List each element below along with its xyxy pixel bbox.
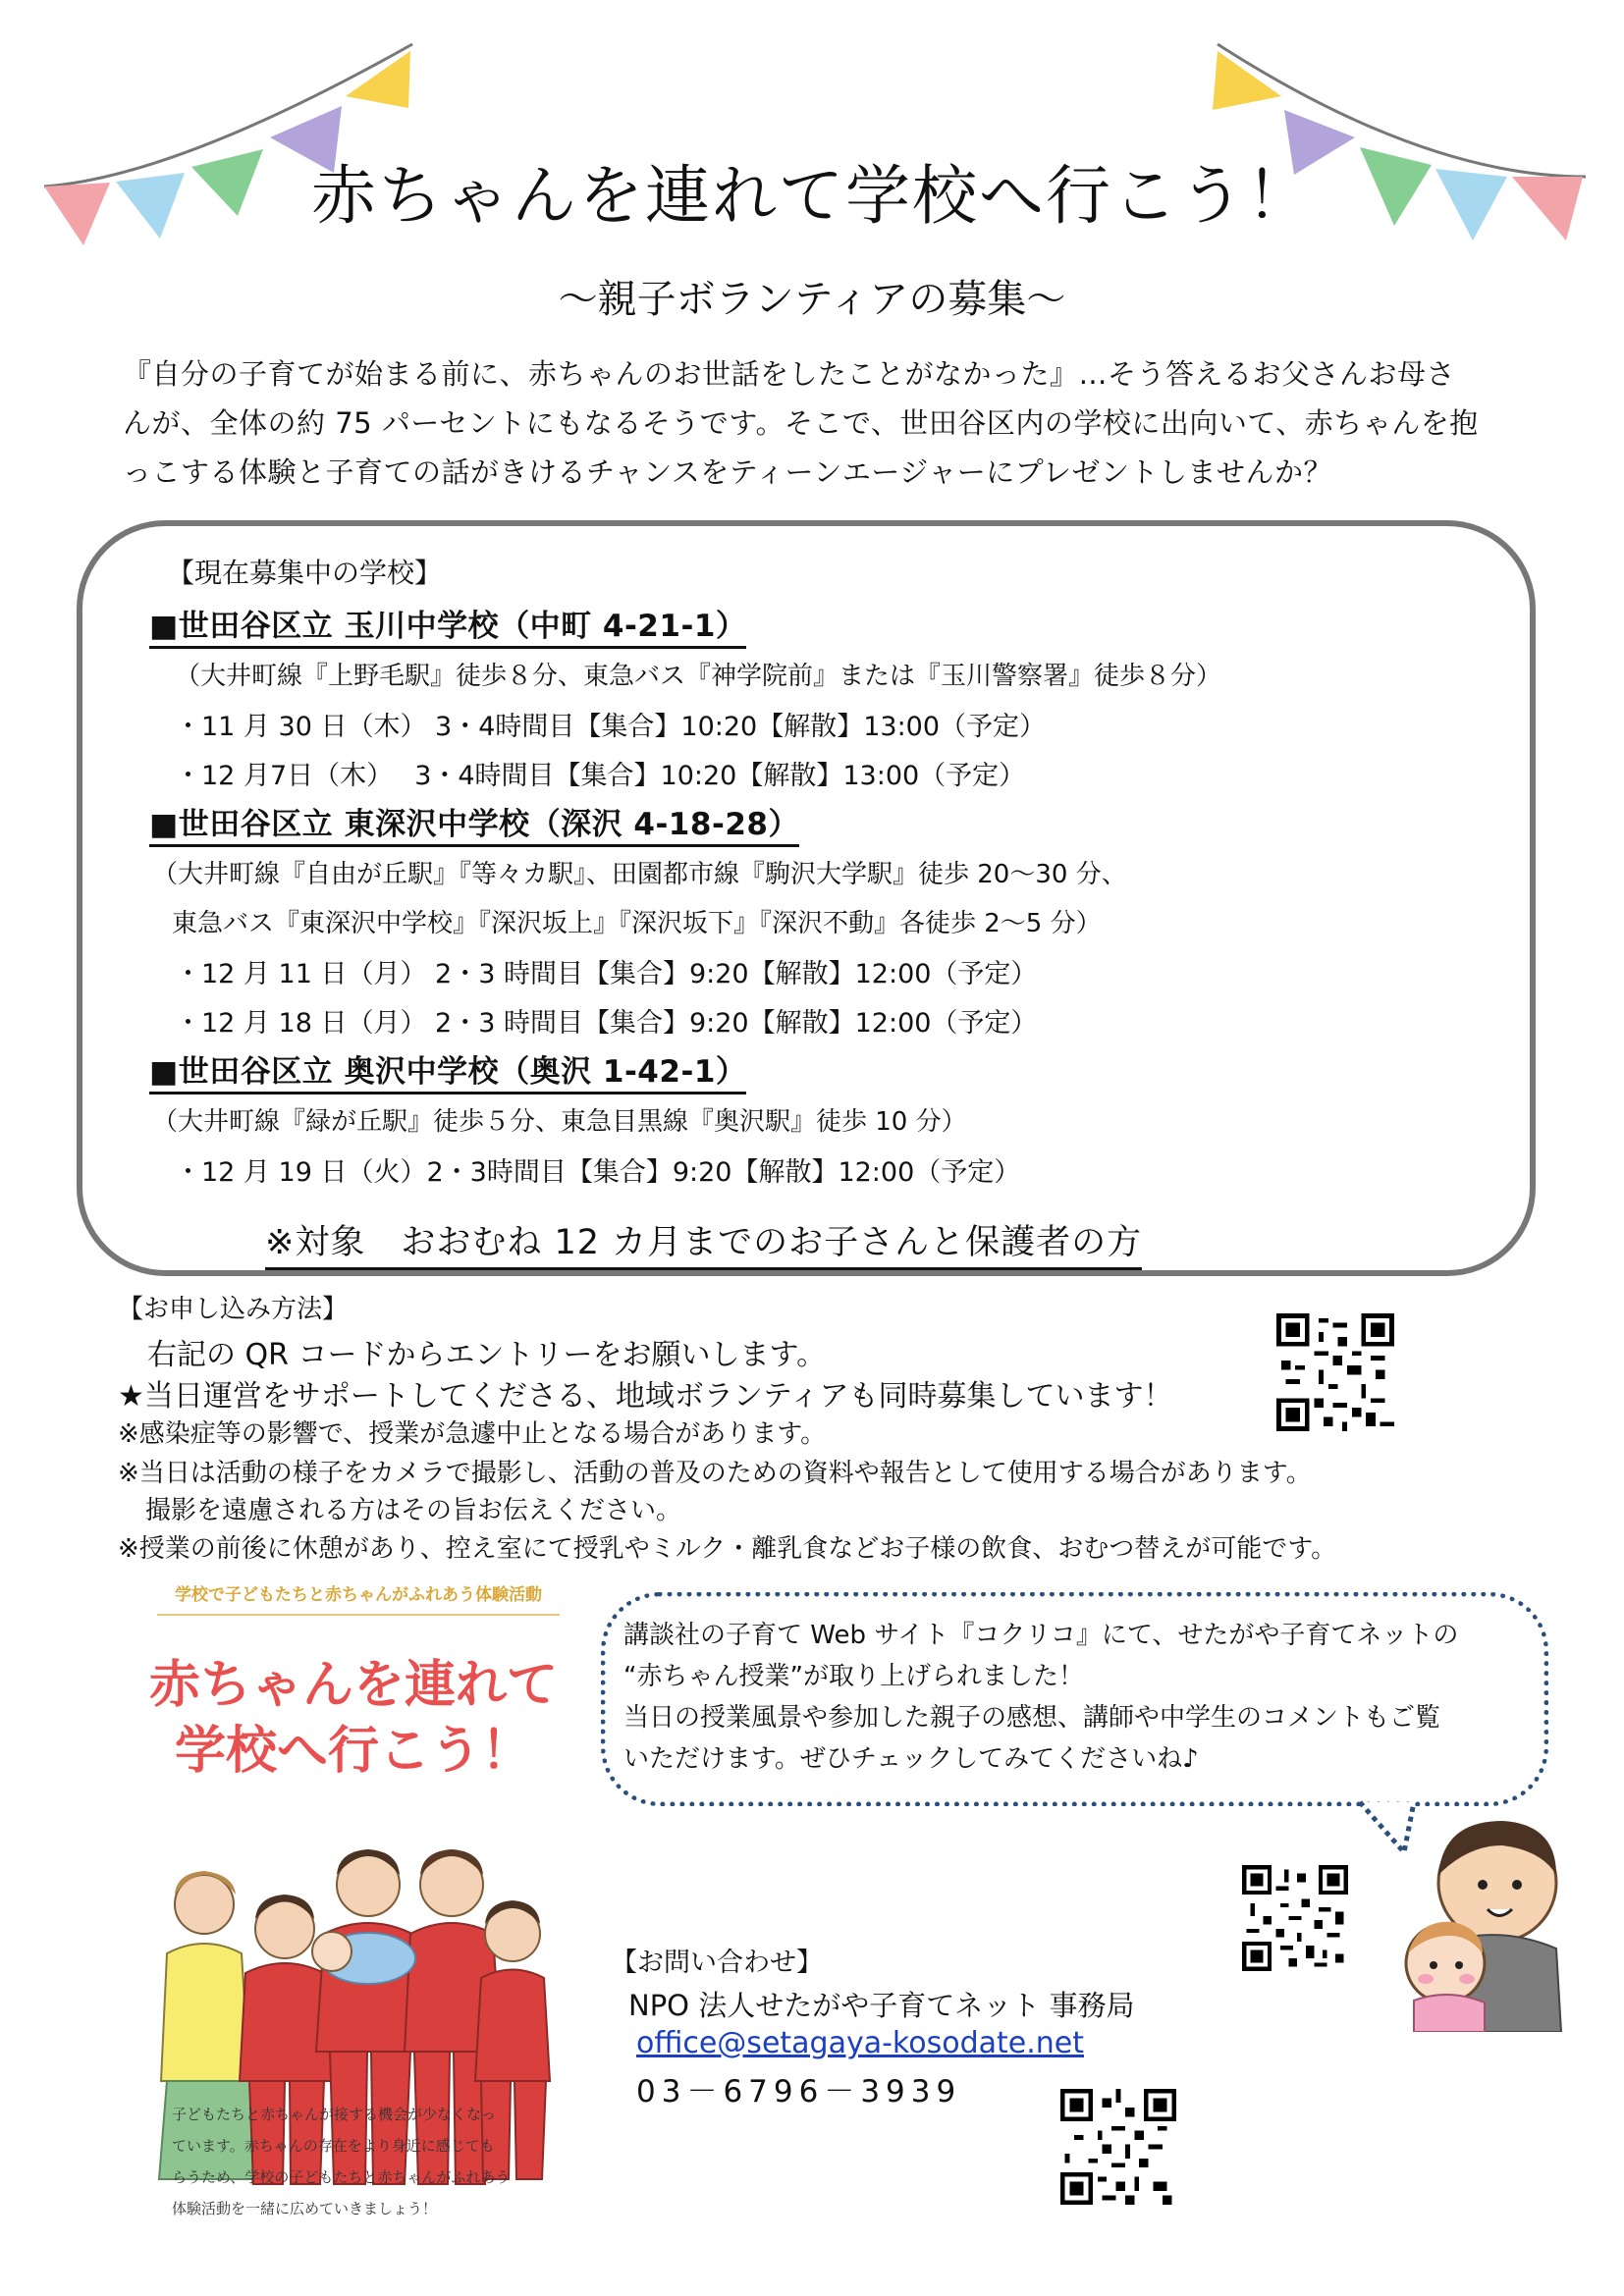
note-photo-optout: 撮影を遠慮される方はその旨お伝えください。 [145, 1496, 682, 1525]
intro-line: んが、全体の約 75 パーセントにもなるそうです。そこで、世田谷区内の学校に出向いて、赤ちゃんを抱 [123, 406, 1479, 440]
contact-organization: NPO 法人せたがや子育てネット 事務局 [628, 1989, 1135, 2022]
book-caption-line: 子どもたちと赤ちゃんが接する機会が少なくなっ [172, 2106, 497, 2123]
book-caption [172, 2099, 584, 2224]
book-title-line1: 赤ちゃんを連れて [148, 1656, 558, 1715]
note-facilities: ※授業の前後に休憩があり、控え室にて授乳やミルク・離乳食などお子様の飲食、おむつ替えが可能です。 [118, 1534, 1337, 1564]
contact-qr-code[interactable] [1060, 2089, 1176, 2205]
entry-qr-code[interactable] [1276, 1313, 1394, 1431]
volunteer-notice: ★当日運営をサポートしてくださる、地域ボランティアも同時募集しています！ [118, 1379, 1173, 1414]
contact-email-link[interactable]: office@setagaya-kosodate.net [636, 2026, 1084, 2060]
intro-line: っこする体験と子育ての話がきけるチャンスをティーンエージャーにプレゼントしませんか？ [123, 455, 1333, 489]
apply-heading: 【お申し込み方法】 [118, 1295, 349, 1324]
bubble-line: 当日の授業風景や参加した親子の感想、講師や中学生のコメントもご覧 [623, 1703, 1441, 1733]
bubble-text [623, 1615, 1537, 1780]
target-audience: ※対象 おおむね 12 カ月までのお子さんと保護者の方 [265, 1215, 1142, 1270]
apply-instruction: 右記の QR コードからエントリーをお願いします。 [147, 1338, 827, 1372]
contact-phone: 03－6796－3939 [636, 2074, 962, 2109]
school-name-okusawa: ■世田谷区立 奥沢中学校（奥沢 1-42-1） [149, 1054, 746, 1095]
page-subtitle: ～親子ボランティアの募集～ [558, 277, 1066, 322]
schedule-date: ・12 月 11 日（月） 2・3 時間目【集合】9:20【解散】12:00（予定） [175, 959, 1038, 989]
book-caption-line: 体験活動を一緒に広めていきましょう！ [172, 2200, 438, 2217]
school-name-higashifukasawa: ■世田谷区立 東深沢中学校（深沢 4-18-28） [149, 807, 799, 847]
book-divider [157, 1614, 560, 1616]
school-access: （大井町線『緑が丘駅』徒歩５分、東急目黒線『奥沢駅』徒歩 10 分） [152, 1107, 967, 1137]
kokurico-qr-code[interactable] [1242, 1865, 1348, 1971]
schedule-date: ・12 月 19 日（火）2・3時間目【集合】9:20【解散】12:00（予定） [175, 1157, 1021, 1188]
book-title-line2: 学校へ行こう！ [174, 1722, 532, 1781]
schedule-date: ・12 月7日（木） 3・4時間目【集合】10:20【解散】13:00（予定） [175, 761, 1026, 791]
school-name-tamagawa: ■世田谷区立 玉川中学校（中町 4-21-1） [149, 609, 746, 649]
note-cancellation: ※感染症等の影響で、授業が急遽中止となる場合があります。 [118, 1419, 827, 1449]
father-baby-illustration [1375, 1806, 1571, 2032]
school-access: （大井町線『自由が丘駅』『等々カ駅』、田園都市線『駒沢大学駅』徒歩 20～30 分、 [152, 860, 1127, 889]
contact-heading: 【お問い合わせ】 [611, 1948, 823, 1978]
bubble-line: “赤ちゃん授業”が取り上げられました！ [623, 1662, 1084, 1691]
schedule-date: ・11 月 30 日（木） 3・4時間目【集合】10:20【解散】13:00（予定） [175, 712, 1047, 742]
school-access: 東急バス『東深沢中学校』『深沢坂上』『深沢坂下』『深沢不動』各徒歩 2～5 分） [172, 909, 1102, 938]
schedule-date: ・12 月 18 日（月） 2・3 時間目【集合】9:20【解散】12:00（予定） [175, 1008, 1038, 1039]
intro-paragraph [123, 349, 1517, 497]
school-list-heading: 【現在募集中の学校】 [167, 557, 443, 589]
book-tagline: 学校で子どもたちと赤ちゃんがふれあう体験活動 [175, 1585, 542, 1605]
note-photo: ※当日は活動の様子をカメラで撮影し、活動の普及のための資料や報告として使用する場合があります。 [118, 1459, 1312, 1488]
school-access: （大井町線『上野毛駅』徒歩８分、東急バス『神学院前』または『玉川警察署』徒歩８分） [175, 662, 1222, 691]
bubble-line: 講談社の子育て Web サイト『コクリコ』にて、せたがや子育てネットの [623, 1621, 1459, 1650]
bubble-line: いただけます。ぜひチェックしてみてくださいね♪ [623, 1744, 1199, 1774]
intro-line: 『自分の子育てが始まる前に、赤ちゃんのお世話をしたことがなかった』…そう答えるお父さんお母さ [123, 357, 1456, 391]
book-caption-line: ています。赤ちゃんの存在をより身近に感じても [172, 2137, 495, 2155]
page-title: 赤ちゃんを連れて学校へ行こう！ [311, 158, 1313, 234]
book-caption-line: らうため、学校の子どもたちと赤ちゃんがふれあう [172, 2168, 511, 2186]
